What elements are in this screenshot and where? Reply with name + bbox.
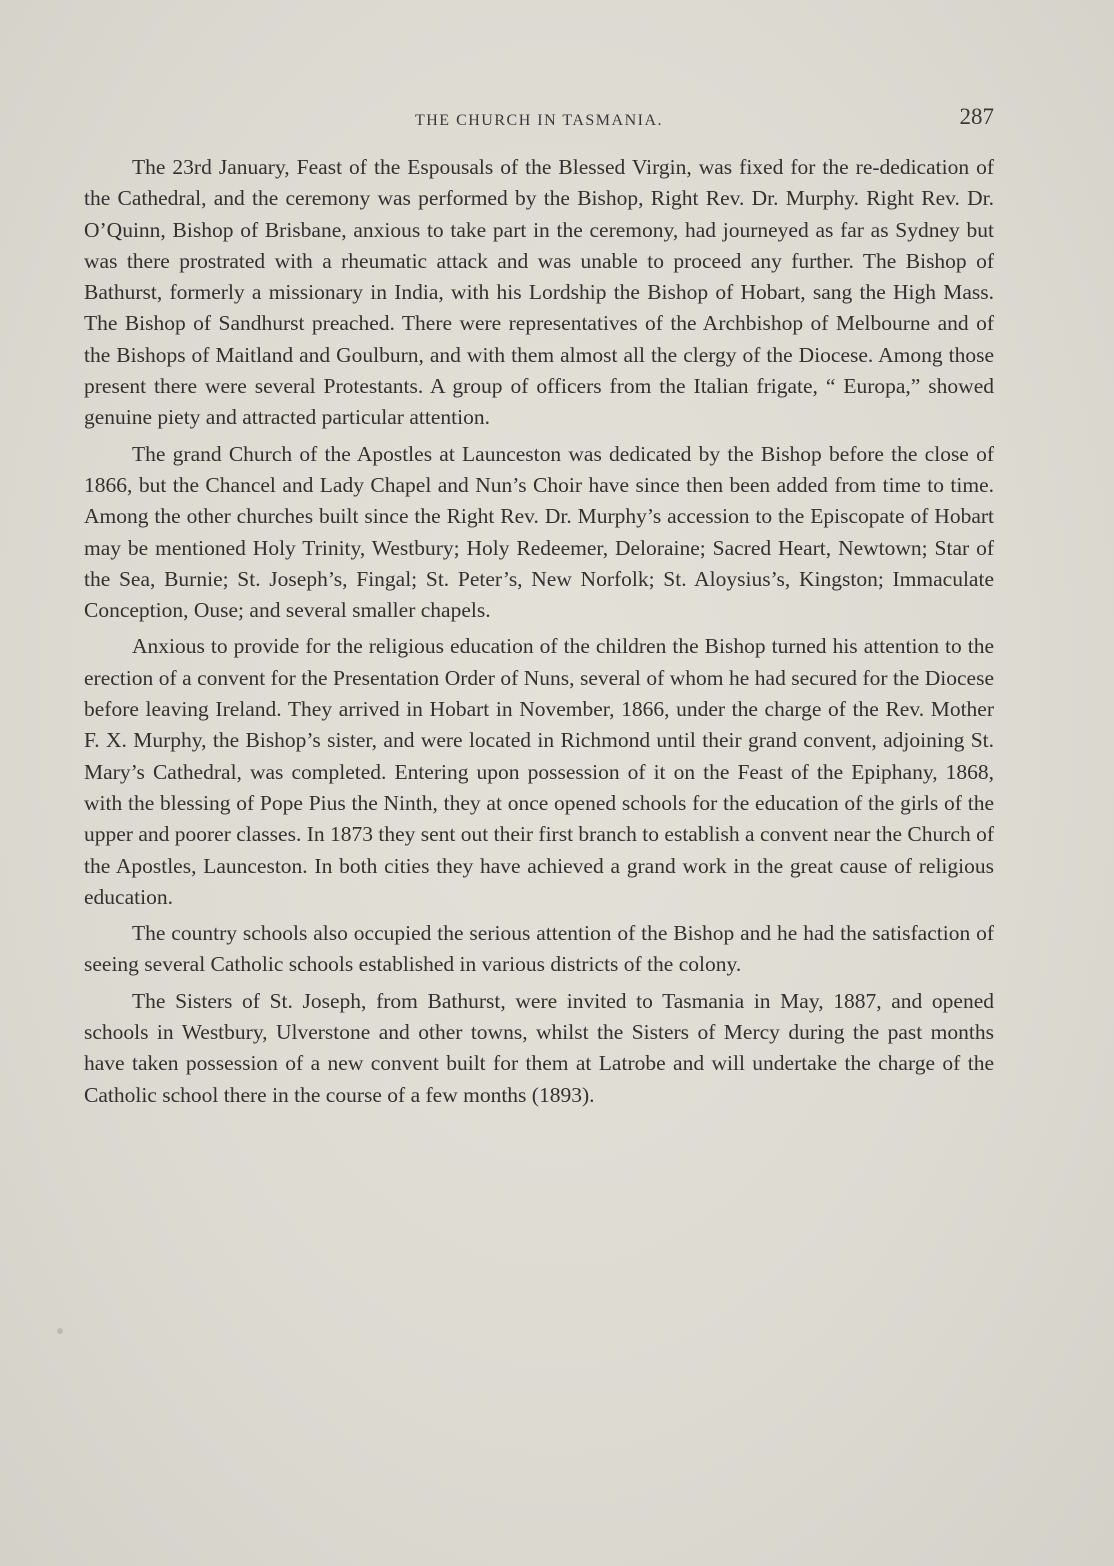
paragraph-rededication: The 23rd January, Feast of the Espousals of the Blessed Virgin, was fixed for the re-dedication of the Cathedral, and the ceremony was performed by the Bishop, Right Rev. Dr. Murphy. Right Rev. Dr. O’Quinn, Bishop of Brisbane, anxious to take part in the ceremony, had journeyed as far as Sydney but was there prostrated with a rheumatic attack and was unable to proceed any further. The Bishop of Bathurst, formerly a missionary in India, with his Lordship the Bishop of Hobart, sang the High Mass. The Bishop of Sandhurst preached. There were representatives of the Archbishop of Melbourne and of the Bishops of Maitland and Goulburn, and with them almost all the clergy of the Diocese. Among those present there were several Protestants. A group of officers from the Italian frigate, “ Europa,” showed genuine piety and attracted particular attention. (84, 155, 994, 430)
running-title: THE CHURCH IN TASMANIA. (414, 112, 664, 129)
paragraph-churches: The grand Church of the Apostles at Launceston was dedicated by the Bishop before the close of 1866, but the Chancel and Lady Chapel and Nun’s Choir have since then been added from time to time. Among the other churches built since the Right Rev. Dr. Murphy’s accession to the Episcopate of Hobart may be mentioned Holy Trinity, Westbury; Holy Redeemer, Deloraine; Sacred Heart, Newtown; Star of the Sea, Burnie; St. Joseph’s, Fingal; St. Peter’s, New Norfolk; St. Aloysius’s, Kingston; Immaculate Conception, Ouse; and several smaller chapels. (84, 441, 994, 623)
running-head (84, 104, 994, 134)
body-text (84, 152, 994, 1116)
paragraph-sisters: The Sisters of St. Joseph, from Bathurst, were invited to Tasmania in May, 1887, and opened schools in Westbury, Ulverstone and other towns, whilst the Sisters of Mercy during the past months have taken possession of a new convent built for them at Latrobe and will undertake the charge of the Catholic school there in the course of a few months (1893). (84, 988, 994, 1107)
paragraph-country-schools: The country schools also occupied the serious attention of the Bishop and he had the satisfaction of seeing several Catholic schools established in various districts of the colony. (84, 921, 994, 977)
paper-speck (57, 1328, 63, 1334)
page-number: 287 (959, 104, 994, 129)
paragraph-presentation-convent: Anxious to provide for the religious education of the children the Bishop turned his attention to the erection of a convent for the Presentation Order of Nuns, several of whom he had secured for the Diocese before leaving Ireland. They arrived in Hobart in November, 1866, under the charge of the Rev. Mother F. X. Murphy, the Bishop’s sister, and were located in Richmond until their grand convent, adjoining St. Mary’s Cathedral, was completed. Entering upon possession of it on the Feast of the Epiphany, 1868, with the blessing of Pope Pius the Ninth, they at once opened schools for the education of the girls of the upper and poorer classes. In 1873 they sent out their first branch to establish a convent near the Church of the Apostles, Launceston. In both cities they have achieved a grand work in the great cause of religious education. (84, 634, 994, 909)
